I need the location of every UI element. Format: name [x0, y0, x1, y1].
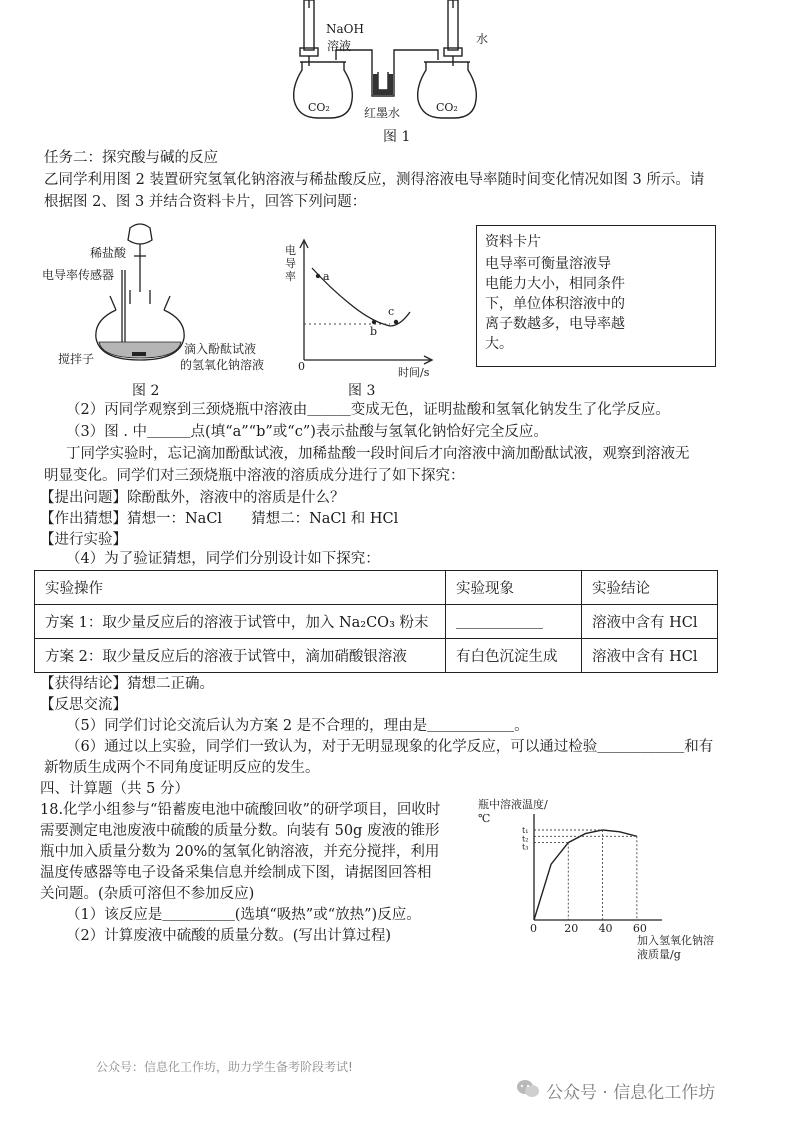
- footer-brand: 公众号 · 信息化工作坊: [546, 1083, 716, 1103]
- problem-18-question-1: （1）该反应是＿＿＿＿＿(选填“吸热”或“放热”)反应。: [66, 907, 421, 923]
- problem-18-line-2: 需要测定电池废液中硫酸的质量分数。向装有 50g 废液的锥形: [40, 823, 440, 839]
- temperature-chart: [520, 810, 710, 934]
- table-header: 实验现象: [446, 571, 582, 605]
- wechat-icon: [516, 1078, 540, 1100]
- figure-3-conductivity-chart: [290, 238, 440, 370]
- temp-chart-ylabel: 瓶中溶液温度/℃: [478, 798, 548, 825]
- fig2-caption: 图 2: [132, 383, 160, 399]
- fig1-naoh-label: NaOH: [326, 22, 364, 36]
- fig3-origin: 0: [298, 360, 305, 373]
- fig1-naoh-label-2: 溶液: [327, 39, 352, 53]
- x-tick-label: 20: [564, 922, 579, 934]
- y-tick-label: t₂: [522, 834, 529, 844]
- fig3-xlabel: 时间/s: [398, 366, 430, 379]
- figure-2-apparatus: [80, 220, 190, 368]
- point-c: [394, 320, 398, 324]
- info-card-line: 大。: [485, 336, 513, 352]
- ask-question: 【提出问题】除酚酞外，溶液中的溶质是什么？: [40, 490, 345, 506]
- problem-18-line-3: 瓶中加入质量分数为 20%的氢氧化钠溶液，并充分搅拌，利用: [40, 844, 440, 860]
- table-cell: 方案 1：取少量反应后的溶液于试管中，加入 Na₂CO₃ 粉末: [35, 605, 446, 639]
- fig3-point-c-label: c: [388, 305, 395, 318]
- question-3: （3）图 . 中＿＿＿点(填“a”“b”或“c”)表示盐酸与氢氧化钠恰好完全反应。: [66, 424, 548, 440]
- table-header: 实验结论: [582, 571, 718, 605]
- table-cell: 溶液中含有 HCl: [582, 605, 718, 639]
- fig3-point-a-label: a: [323, 270, 330, 283]
- fig1-caption: 图 1: [383, 129, 411, 145]
- table-cell: ＿＿＿＿＿＿: [446, 605, 582, 639]
- table-header-row: [35, 571, 718, 605]
- fig2-sensor-label: 电导率传感器: [42, 268, 115, 282]
- question-6-line-1: （6）通过以上实验，同学们一致认为，对于无明显现象的化学反应，可以通过检验＿＿＿＿＿＿和有: [66, 739, 714, 755]
- reflect-heading: 【反思交流】: [40, 697, 127, 713]
- problem-18-question-2: （2）计算废液中硫酸的质量分数。(写出计算过程): [66, 928, 392, 944]
- question-4: （4）为了验证猜想，同学们分别设计如下探究：: [66, 551, 380, 567]
- table-header: 实验操作: [35, 571, 446, 605]
- task2-heading: 任务二：探究酸与碱的反应: [44, 150, 218, 166]
- ding-paragraph-1: 丁同学实验时，忘记滴加酚酞试液，加稀盐酸一段时间后才向溶液中滴加酚酞试液，观察到溶液无: [66, 446, 690, 462]
- ding-paragraph-2: 明显变化。同学们对三颈烧瓶中溶液的溶质成分进行了如下探究：: [44, 468, 465, 484]
- x-tick-label: 0: [530, 922, 537, 934]
- info-card-line: 电导率可衡量溶液导: [485, 256, 611, 272]
- fig3-ylabel: 电导率: [285, 244, 296, 283]
- section-4-heading: 四、计算题（共 5 分）: [40, 781, 189, 797]
- fig1-co2-right: CO₂: [436, 101, 458, 114]
- info-card-title: 资料卡片: [485, 234, 541, 250]
- table-row: [35, 639, 718, 673]
- problem-18-line-5: 关问题。(杂质可溶但不参加反应): [40, 886, 255, 902]
- fig3-point-b-label: b: [370, 325, 378, 338]
- point-a: [316, 274, 320, 278]
- do-experiment-heading: 【进行实验】: [40, 532, 127, 548]
- experiment-table: [34, 570, 718, 673]
- fig1-water-label: 水: [476, 32, 489, 46]
- point-b: [372, 320, 376, 324]
- info-card-line: 离子数越多，电导率越: [485, 316, 625, 332]
- fig1-co2-left: CO₂: [308, 101, 330, 114]
- fig1-red-ink-label: 红墨水: [364, 106, 401, 120]
- table-row: [35, 605, 718, 639]
- x-tick-label: 40: [598, 922, 613, 934]
- fig3-caption: 图 3: [348, 383, 376, 399]
- problem-18-line-1: 18.化学小组参与“铅蓄废电池中硫酸回收”的研学项目，回收时: [40, 802, 441, 818]
- problem-18-line-4: 温度传感器等电子设备采集信息并绘制成下图，请据图回答相: [40, 865, 432, 881]
- conclusion-line: 【获得结论】猜想二正确。: [40, 676, 214, 692]
- fig2-stirrer-label: 搅拌子: [58, 352, 95, 366]
- question-2: （2）丙同学观察到三颈烧瓶中溶液由＿＿＿变成无色，证明盐酸和氢氧化钠发生了化学反应。: [66, 402, 670, 418]
- table-cell: 溶液中含有 HCl: [582, 639, 718, 673]
- info-card: [476, 225, 716, 367]
- footer-text: 公众号：信息化工作坊，助力学生备考阶段考试!: [96, 1060, 353, 1074]
- question-5: （5）同学们讨论交流后认为方案 2 是不合理的，理由是＿＿＿＿＿＿。: [66, 718, 529, 734]
- question-6-line-2: 新物质生成两个不同角度证明反应的发生。: [44, 760, 320, 776]
- task2-intro-1: 乙同学利用图 2 装置研究氢氧化钠溶液与稀盐酸反应，测得溶液电导率随时间变化情况如图 3 所示。请: [44, 172, 705, 188]
- temperature-curve: [534, 830, 637, 920]
- info-card-line: 下，单位体积溶液中的: [485, 296, 625, 312]
- table-cell: 方案 2：取少量反应后的溶液于试管中，滴加硝酸银溶液: [35, 639, 446, 673]
- fig2-acid-label: 稀盐酸: [90, 246, 127, 260]
- fig2-solution-label-1: 滴入酚酞试液: [184, 342, 257, 356]
- guess-line: 【作出猜想】猜想一：NaCl 猜想二：NaCl 和 HCl: [40, 511, 399, 527]
- temp-chart-xlabel: 加入氢氧化钠溶液质量/g: [637, 934, 714, 961]
- fig2-solution-label-2: 的氢氧化钠溶液: [180, 358, 265, 372]
- x-tick-label: 60: [632, 922, 647, 934]
- y-tick-label: t₁: [522, 826, 529, 835]
- table-cell: 有白色沉淀生成: [446, 639, 582, 673]
- task2-intro-2: 根据图 2、图 3 并结合资料卡片，回答下列问题：: [44, 194, 367, 210]
- info-card-line: 电能力大小，相同条件: [485, 276, 625, 292]
- y-tick-label: t₃: [522, 842, 529, 852]
